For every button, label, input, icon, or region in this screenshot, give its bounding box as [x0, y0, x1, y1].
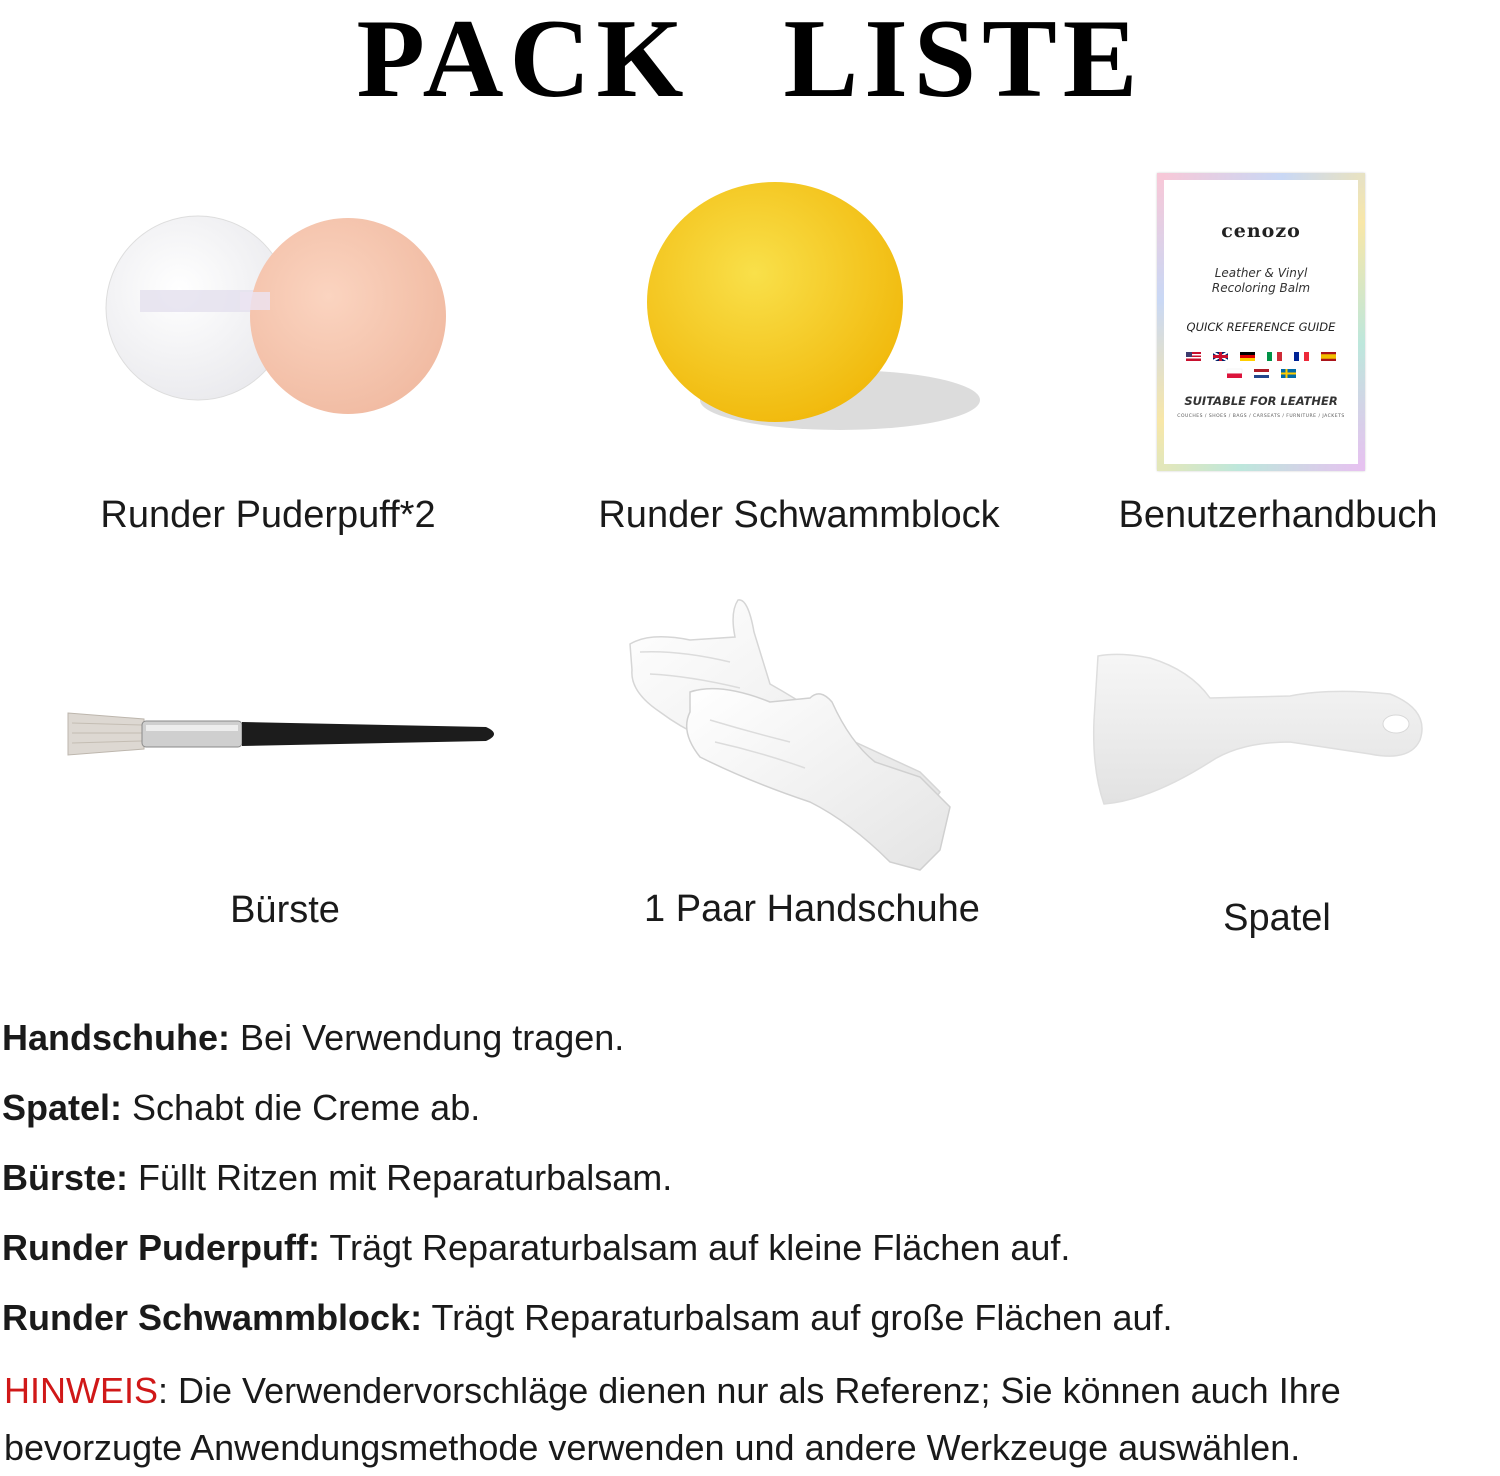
manual-product: Leather & Vinyl Recoloring Balm — [1211, 266, 1311, 295]
item-label-manual: Benutzerhandbuch — [1118, 494, 1438, 536]
flag-pl-icon — [1227, 369, 1242, 378]
note — [4, 1362, 1500, 1476]
description-term: Bürste: — [2, 1157, 129, 1198]
sponge-icon — [640, 190, 1000, 450]
page-title: PACK LISTE — [356, 0, 1144, 121]
description-powder-puff — [2, 1227, 1070, 1269]
flag-us-icon — [1186, 352, 1201, 361]
description-spatula — [2, 1087, 480, 1129]
description-term: Handschuhe: — [2, 1017, 231, 1058]
manual-categories: COUCHES / SHOES / BAGS / CARSEATS / FURNITURE / JACKETS — [1177, 414, 1345, 419]
item-label-brush: Bürste — [230, 889, 340, 931]
note-label: HINWEIS — [4, 1370, 159, 1411]
flag-it-icon — [1267, 352, 1282, 361]
manual-icon — [1157, 173, 1365, 471]
description-gloves — [2, 1017, 624, 1059]
description-term: Spatel: — [2, 1087, 123, 1128]
description-text: Füllt Ritzen mit Reparaturbalsam. — [128, 1157, 673, 1198]
description-term: Runder Puderpuff: — [2, 1227, 320, 1268]
item-label-powder-puff: Runder Puderpuff*2 — [100, 494, 436, 536]
manual-brand: cenozo — [1221, 220, 1301, 242]
flag-fr-icon — [1294, 352, 1309, 361]
spatula-icon — [1090, 650, 1440, 810]
item-label-gloves: 1 Paar Handschuhe — [644, 888, 980, 930]
flag-es-icon — [1321, 352, 1336, 361]
note-text: : Die Verwendervorschläge dienen nur als Referenz; Sie können auch Ihre bevorzugte Anwendungsmethode verwenden und andere Werkzeuge auswählen. — [4, 1370, 1341, 1468]
powder-puff-icon — [100, 200, 440, 440]
description-text: Trägt Reparaturbalsam auf große Flächen auf. — [422, 1297, 1173, 1338]
description-text: Trägt Reparaturbalsam auf kleine Flächen auf. — [319, 1227, 1071, 1268]
description-brush — [2, 1157, 672, 1199]
manual-suitable: SUITABLE FOR LEATHER — [1184, 394, 1338, 408]
item-label-sponge: Runder Schwammblock — [598, 494, 1000, 536]
flags — [1181, 352, 1341, 378]
item-label-spatula: Spatel — [1223, 897, 1331, 939]
description-text: Schabt die Creme ab. — [122, 1087, 481, 1128]
flag-de-icon — [1240, 352, 1255, 361]
flag-se-icon — [1281, 369, 1296, 378]
gloves-icon — [620, 592, 960, 882]
manual-guide: QUICK REFERENCE GUIDE — [1186, 320, 1336, 334]
flag-uk-icon — [1213, 352, 1228, 361]
description-term: Runder Schwammblock: — [2, 1297, 423, 1338]
brush-icon — [66, 705, 516, 765]
description-sponge — [2, 1297, 1173, 1339]
description-text: Bei Verwendung tragen. — [230, 1017, 625, 1058]
flag-nl-icon — [1254, 369, 1269, 378]
